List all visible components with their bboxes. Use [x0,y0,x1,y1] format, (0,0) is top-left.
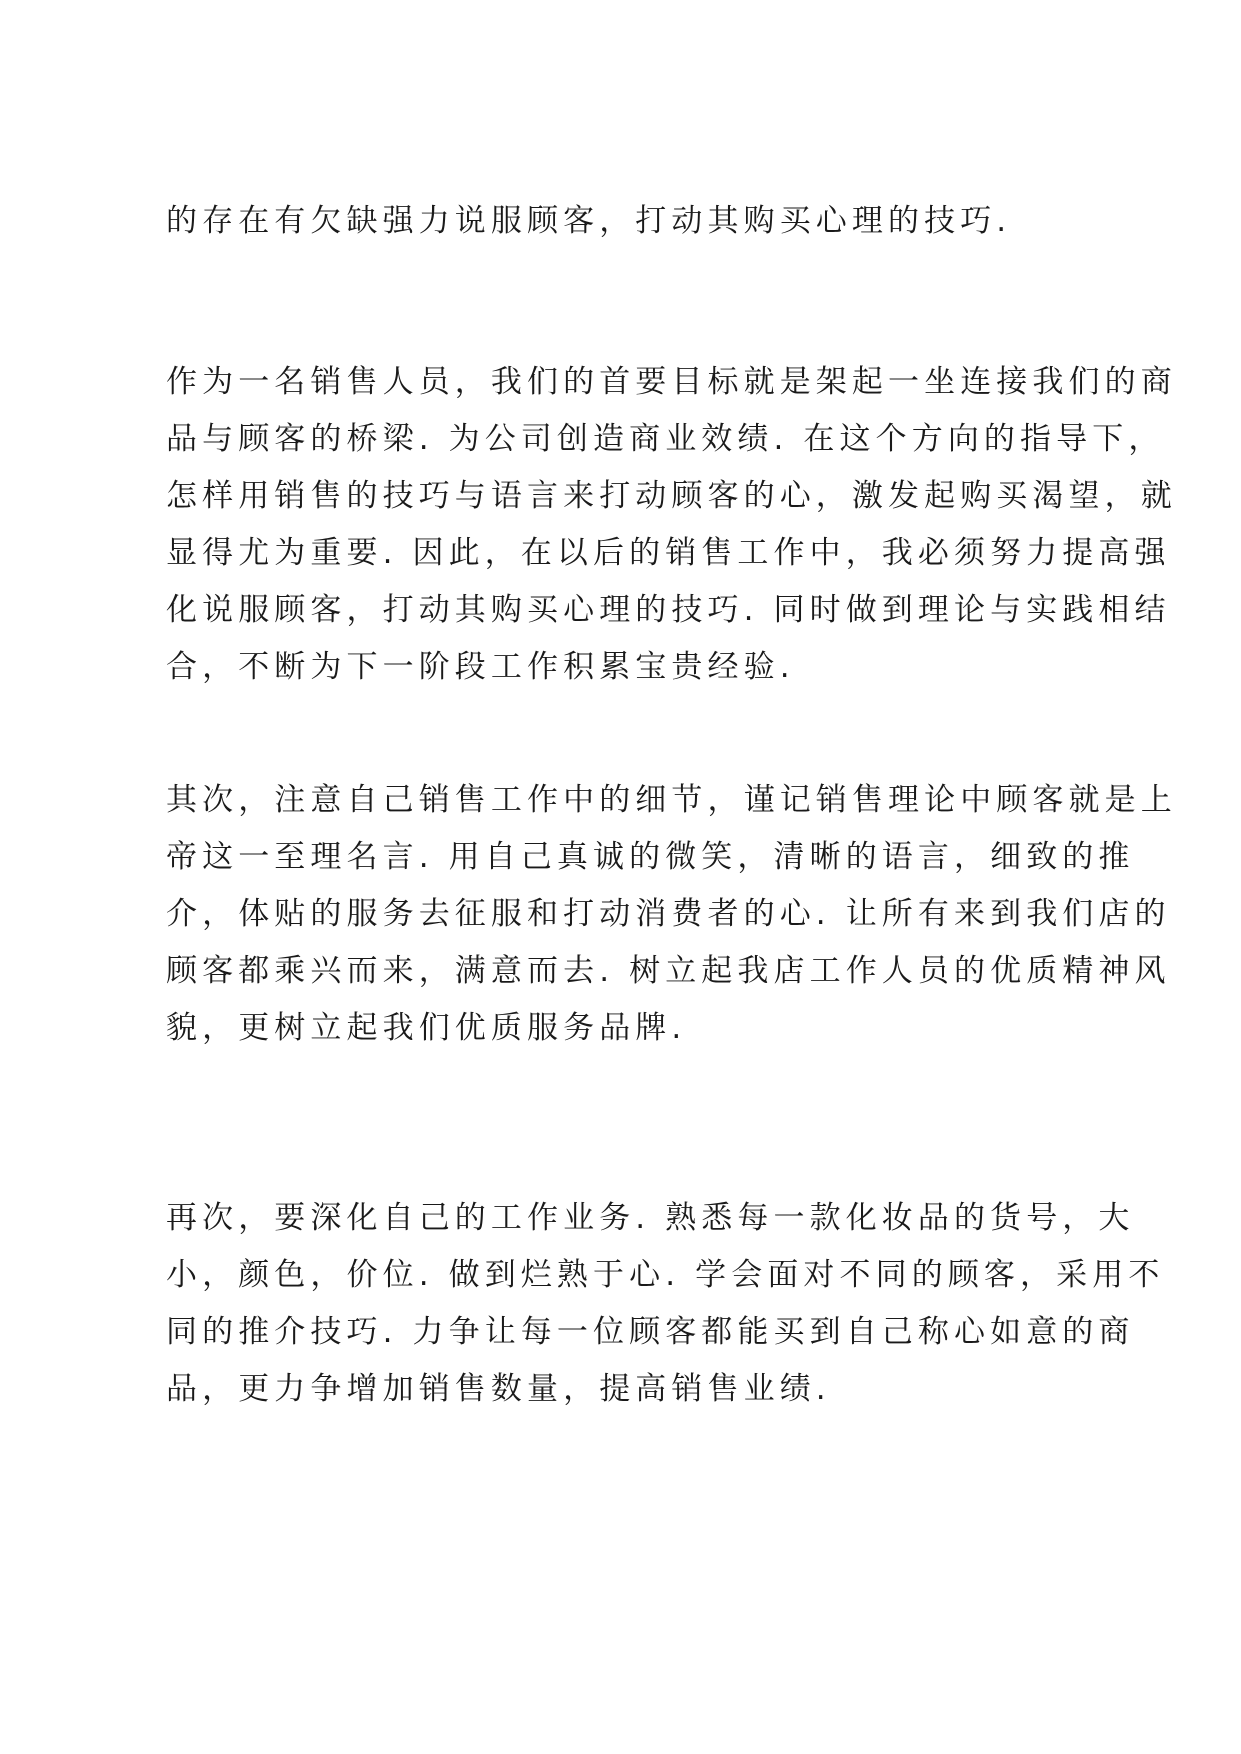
text-line: 合，不断为下一阶段工作积累宝贵经验. [166,649,795,685]
text-line: 其次，注意自己销售工作中的细节，谨记销售理论中顾客就是上 [166,782,1177,818]
text-line: 怎样用销售的技巧与语言来打动顾客的心，激发起购买渴望，就 [166,478,1177,514]
paragraph [166,354,1177,696]
text-line: 介，体贴的服务去征服和打动消费者的心. 让所有来到我们店的 [166,896,1171,932]
text-line: 同的推介技巧. 力争让每一位顾客都能买到自己称心如意的商 [166,1314,1135,1350]
paragraph [166,193,1096,250]
text-line: 品，更力争增加销售数量，提高销售业绩. [166,1371,831,1407]
text-line: 的存在有欠缺强力说服顾客，打动其购买心理的技巧. [166,203,1012,239]
text-line: 品与顾客的桥梁. 为公司创造商业效绩. 在这个方向的指导下， [166,421,1165,457]
text-line: 化说服顾客，打动其购买心理的技巧. 同时做到理论与实践相结 [166,592,1171,628]
text-line: 再次，要深化自己的工作业务. 熟悉每一款化妆品的货号，大 [166,1200,1135,1236]
paragraph [166,772,1177,1057]
text-line: 帝这一至理名言. 用自己真诚的微笑，清晰的语言，细致的推 [166,839,1135,875]
paragraph [166,1190,1165,1418]
text-line: 貌，更树立起我们优质服务品牌. [166,1010,687,1046]
text-line: 小，颜色，价位. 做到烂熟于心. 学会面对不同的顾客，采用不 [166,1257,1165,1293]
text-line: 显得尤为重要. 因此，在以后的销售工作中，我必须努力提高强 [166,535,1171,571]
text-line: 顾客都乘兴而来，满意而去. 树立起我店工作人员的优质精神风 [166,953,1171,989]
text-line: 作为一名销售人员，我们的首要目标就是架起一坐连接我们的商 [166,364,1177,400]
